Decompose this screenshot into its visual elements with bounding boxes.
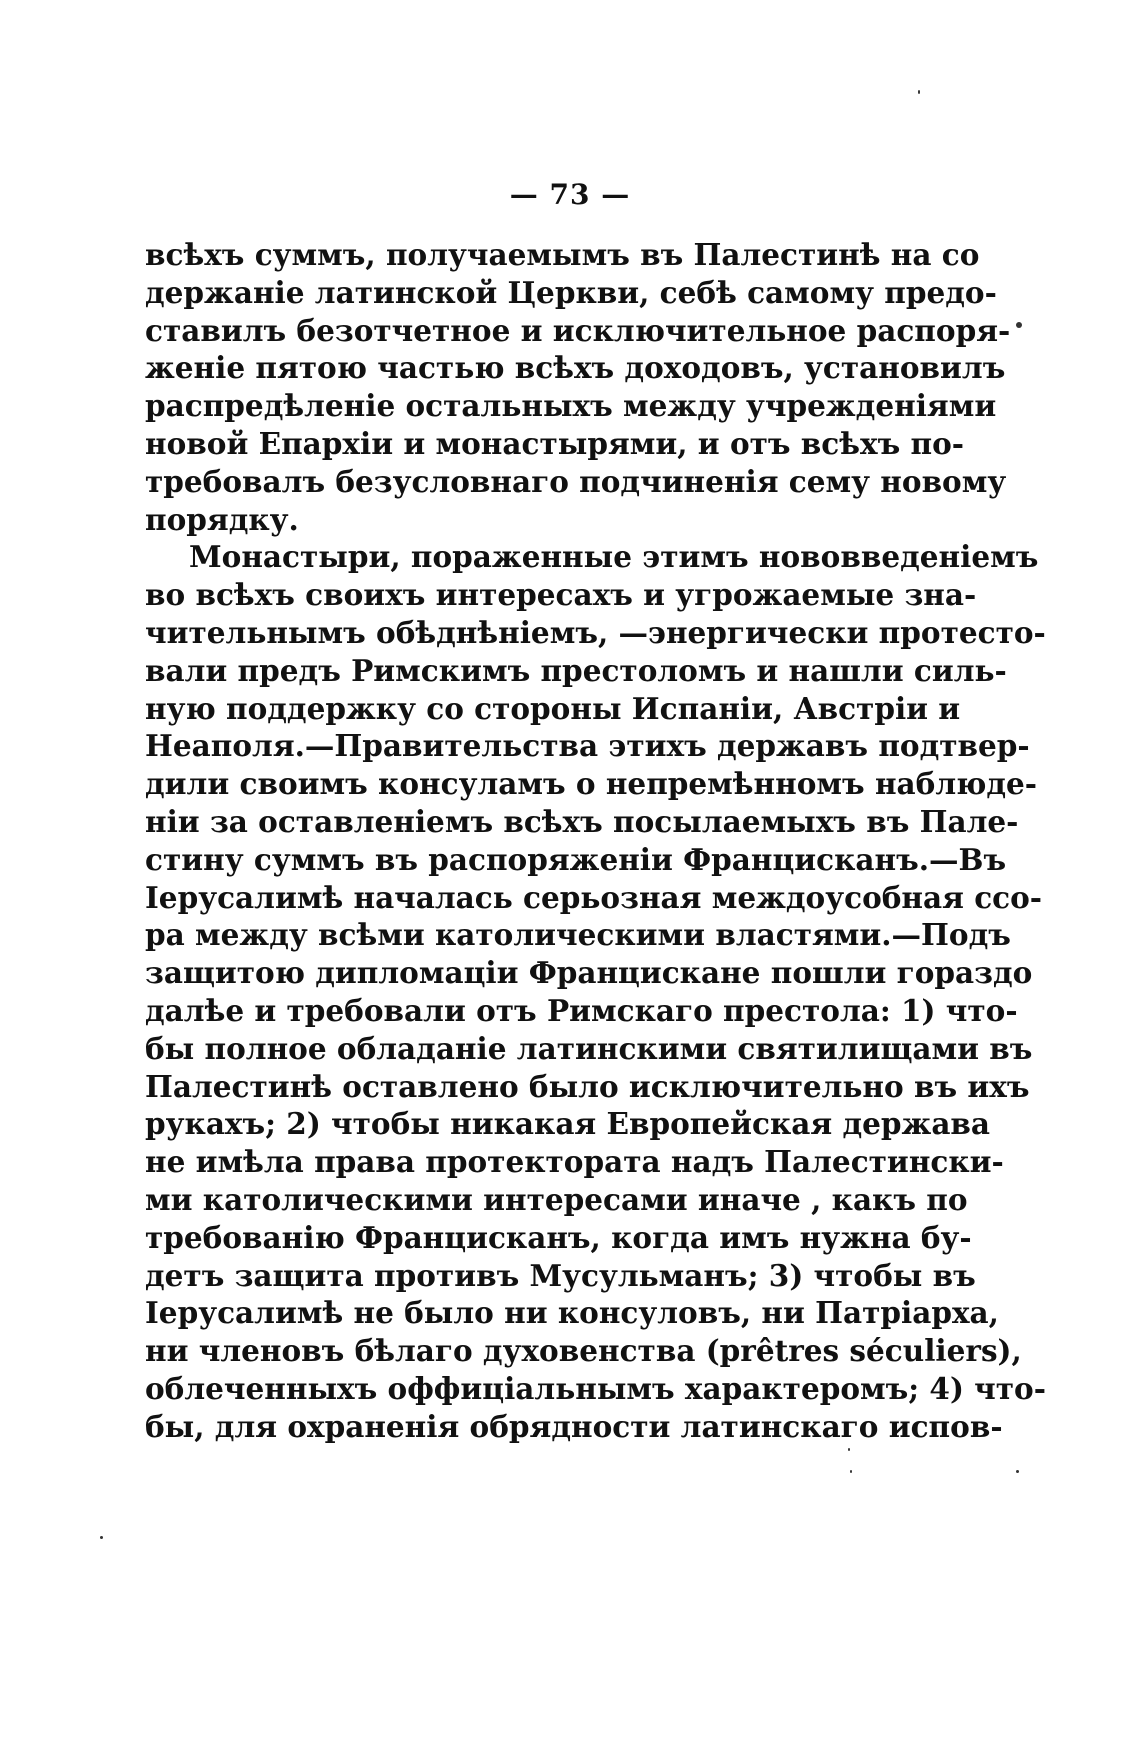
text-line: ную поддержку со стороны Испаніи, Австріи и: [145, 690, 961, 726]
text-line: Іерусалимѣ началась серьозная междоусобная ссо-: [145, 879, 1043, 915]
text-line: облеченныхъ оффиціальнымъ характеромъ; 4) что-: [145, 1370, 1046, 1406]
scan-speck: [848, 1448, 850, 1451]
text-line: дили своимъ консуламъ о непремѣнномъ наблюде-: [145, 766, 1038, 802]
text-line: не имѣла права протектората надъ Палестински-: [145, 1144, 1004, 1180]
text-line: ра между всѣми католическими властями.—Подъ: [145, 917, 1011, 953]
text-line: ми католическими интересами иначе , какъ по: [145, 1181, 968, 1217]
text-line: требовалъ безусловнаго подчиненія сему новому: [145, 463, 1007, 499]
text-line: ни членовъ бѣлаго духовенства (prêtres séculiers),: [145, 1333, 1022, 1369]
scan-speck: [100, 1536, 103, 1539]
text-line: бы полное обладаніе латинскими святилищами въ: [145, 1030, 1033, 1066]
text-line: рукахъ; 2) чтобы никакая Европейская держава: [145, 1106, 991, 1142]
text-line: Монастыри, пораженные этимъ нововведеніемъ: [189, 539, 1039, 575]
text-line: Палестинѣ оставлено было исключительно въ ихъ: [145, 1068, 1030, 1104]
text-line: новой Епархіи и монастырями, и отъ всѣхъ по-: [145, 425, 964, 461]
body-text: [145, 236, 1046, 1446]
text-line: далѣе и требовали отъ Римскаго престола: 1) что-: [145, 992, 1018, 1028]
text-line: держаніе латинской Церкви, себѣ самому предо-: [145, 274, 997, 310]
text-line: вали предъ Римскимъ престоломъ и нашли силь-: [145, 652, 1007, 688]
text-line: женіе пятою частью всѣхъ доходовъ, установилъ: [145, 350, 1006, 386]
scan-speck: [1016, 322, 1022, 328]
text-line: ставилъ безотчетное и исключительное распоря-: [145, 312, 1011, 348]
text-line: Іерусалимѣ не было ни консуловъ, ни Патріарха,: [145, 1295, 999, 1331]
scan-speck: [1016, 1470, 1019, 1473]
text-line: требованію Францисканъ, когда имъ нужна бу-: [145, 1219, 972, 1255]
text-line: бы, для охраненія обрядности латинскаго испов-: [145, 1408, 1003, 1444]
page-number: — 73 —: [509, 178, 631, 211]
text-line: всѣхъ суммъ, получаемымъ въ Палестинѣ на со: [145, 237, 980, 272]
text-line: Неаполя.—Правительства этихъ державъ подтвер-: [145, 728, 1030, 764]
text-line: защитою дипломаціи Францискане пошли гораздо: [145, 955, 1033, 991]
text-line: стину суммъ въ распоряженіи Францисканъ.—Въ: [145, 841, 1007, 877]
text-line: ніи за оставленіемъ всѣхъ посылаемыхъ въ Пале-: [145, 803, 1019, 839]
scan-speck: [850, 1470, 852, 1473]
text-line: детъ защита противъ Мусульманъ; 3) чтобы въ: [145, 1257, 976, 1293]
scan-speck: [918, 90, 920, 94]
text-line: порядку.: [145, 501, 299, 537]
text-line: распредѣленіе остальныхъ между учрежденіями: [145, 388, 997, 424]
text-line: чительнымъ обѣднѣніемъ, —энергически протесто-: [145, 614, 1046, 650]
text-line: во всѣхъ своихъ интересахъ и угрожаемые зна-: [145, 577, 977, 613]
